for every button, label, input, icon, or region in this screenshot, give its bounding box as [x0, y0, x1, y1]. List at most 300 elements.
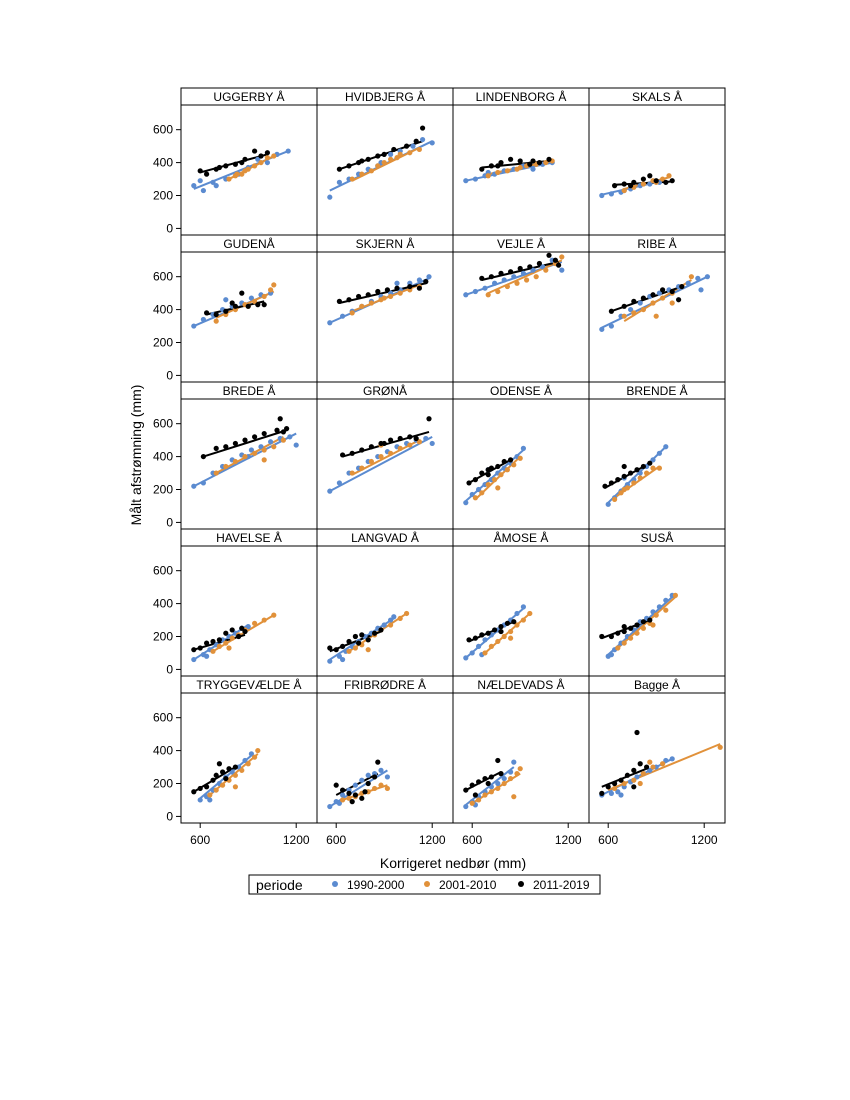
data-point: [463, 500, 468, 505]
x-tick-label: 1200: [282, 833, 310, 847]
y-tick-label: 200: [152, 188, 173, 203]
data-point: [476, 644, 481, 649]
data-point: [239, 291, 244, 296]
data-point: [663, 444, 668, 449]
data-point: [346, 163, 351, 168]
data-point: [286, 148, 291, 153]
y-tick-label: 200: [152, 776, 173, 791]
data-point: [599, 634, 604, 639]
x-tick-label: 600: [462, 833, 483, 847]
data-point: [350, 310, 355, 315]
y-tick-label: 600: [152, 269, 173, 284]
data-point: [252, 163, 257, 168]
data-point: [689, 274, 694, 279]
data-point: [223, 309, 228, 314]
data-point: [327, 320, 332, 325]
x-tick-label: 600: [598, 833, 619, 847]
data-point: [201, 454, 206, 459]
data-point: [223, 464, 228, 469]
data-point: [463, 787, 468, 792]
data-point: [426, 416, 431, 421]
data-point: [359, 447, 364, 452]
data-point: [609, 480, 614, 485]
panel-frame: [317, 252, 453, 382]
data-point: [470, 783, 475, 788]
data-point: [502, 776, 507, 781]
data-point: [660, 287, 665, 292]
data-point: [388, 157, 393, 162]
data-point: [207, 792, 212, 797]
y-tick-label: 600: [152, 563, 173, 578]
data-point: [518, 266, 523, 271]
data-point: [366, 647, 371, 652]
data-point: [417, 277, 422, 282]
data-point: [641, 181, 646, 186]
data-point: [191, 323, 196, 328]
data-point: [508, 636, 513, 641]
data-point: [226, 645, 231, 650]
data-point: [426, 274, 431, 279]
data-point: [201, 480, 206, 485]
data-point: [268, 287, 273, 292]
data-point: [356, 294, 361, 299]
panel-title: NÆLDEVADS Å: [477, 678, 565, 692]
data-point: [327, 489, 332, 494]
data-point: [223, 444, 228, 449]
data-point: [473, 477, 478, 482]
data-point: [511, 794, 516, 799]
data-point: [423, 436, 428, 441]
data-point: [650, 622, 655, 627]
data-point: [340, 644, 345, 649]
data-point: [327, 645, 332, 650]
data-point: [508, 776, 513, 781]
data-point: [414, 436, 419, 441]
data-point: [420, 125, 425, 130]
data-point: [350, 176, 355, 181]
data-point: [204, 640, 209, 645]
data-point: [252, 755, 257, 760]
data-point: [473, 176, 478, 181]
data-point: [337, 180, 342, 185]
data-point: [628, 470, 633, 475]
data-point: [527, 611, 532, 616]
legend-title: periode: [256, 877, 303, 893]
panel-title: Bagge Å: [633, 678, 681, 692]
data-point: [201, 317, 206, 322]
data-point: [233, 441, 238, 446]
data-point: [423, 279, 428, 284]
data-point: [262, 457, 267, 462]
legend-marker: [424, 881, 430, 887]
data-point: [430, 140, 435, 145]
x-tick-label: 1200: [554, 833, 582, 847]
panel: [181, 88, 317, 235]
data-point: [466, 637, 471, 642]
data-point: [463, 804, 468, 809]
data-point: [641, 464, 646, 469]
data-point: [372, 631, 377, 636]
data-point: [391, 147, 396, 152]
legend-label: 2011-2019: [533, 878, 590, 892]
data-point: [353, 792, 358, 797]
data-point: [673, 593, 678, 598]
data-point: [356, 640, 361, 645]
data-point: [609, 791, 614, 796]
data-point: [230, 300, 235, 305]
data-point: [482, 650, 487, 655]
data-point: [382, 295, 387, 300]
panel-frame: [589, 693, 725, 823]
data-point: [502, 277, 507, 282]
data-point: [622, 181, 627, 186]
data-point: [470, 801, 475, 806]
data-point: [262, 431, 267, 436]
data-point: [482, 286, 487, 291]
data-point: [599, 791, 604, 796]
data-point: [233, 459, 238, 464]
data-point: [498, 271, 503, 276]
data-point: [650, 764, 655, 769]
data-point: [638, 781, 643, 786]
data-point: [284, 426, 289, 431]
data-point: [518, 158, 523, 163]
data-point: [404, 611, 409, 616]
y-tick-label: 0: [166, 662, 173, 677]
data-point: [486, 631, 491, 636]
data-point: [495, 786, 500, 791]
y-tick-label: 400: [152, 743, 173, 758]
data-point: [268, 439, 273, 444]
data-point: [612, 786, 617, 791]
data-point: [622, 629, 627, 634]
data-point: [486, 781, 491, 786]
data-point: [641, 307, 646, 312]
data-point: [430, 441, 435, 446]
y-tick-label: 0: [166, 515, 173, 530]
data-point: [359, 632, 364, 637]
data-point: [679, 284, 684, 289]
data-point: [388, 438, 393, 443]
data-point: [340, 792, 345, 797]
data-point: [214, 773, 219, 778]
data-point: [233, 173, 238, 178]
data-point: [670, 289, 675, 294]
data-point: [359, 796, 364, 801]
legend-marker: [332, 881, 338, 887]
data-point: [274, 428, 279, 433]
data-point: [375, 289, 380, 294]
data-point: [359, 158, 364, 163]
panel-title: UGGERBY Å: [213, 90, 285, 104]
data-point: [226, 766, 231, 771]
data-point: [334, 783, 339, 788]
panel-frame: [589, 399, 725, 529]
legend: [249, 875, 600, 894]
data-point: [398, 291, 403, 296]
data-point: [407, 150, 412, 155]
data-point: [641, 295, 646, 300]
data-point: [530, 167, 535, 172]
data-point: [518, 766, 523, 771]
data-point: [511, 760, 516, 765]
data-point: [394, 281, 399, 286]
legend-label: 1990-2000: [347, 878, 405, 892]
data-point: [271, 282, 276, 287]
x-tick-label: 600: [190, 833, 211, 847]
data-point: [625, 773, 630, 778]
data-point: [463, 655, 468, 660]
data-point: [618, 778, 623, 783]
data-point: [559, 254, 564, 259]
panel: [589, 529, 725, 676]
data-point: [340, 787, 345, 792]
data-point: [670, 178, 675, 183]
data-point: [265, 150, 270, 155]
data-point: [372, 786, 377, 791]
data-point: [521, 617, 526, 622]
data-point: [220, 769, 225, 774]
data-point: [473, 495, 478, 500]
data-point: [622, 464, 627, 469]
x-axis-title: Korrigeret nedbør (mm): [379, 855, 527, 871]
data-point: [239, 626, 244, 631]
data-point: [463, 178, 468, 183]
data-point: [223, 640, 228, 645]
data-point: [385, 786, 390, 791]
data-point: [476, 797, 481, 802]
data-point: [223, 297, 228, 302]
data-point: [346, 639, 351, 644]
data-point: [214, 319, 219, 324]
data-point: [631, 778, 636, 783]
data-point: [489, 274, 494, 279]
data-point: [473, 289, 478, 294]
panel: [181, 676, 317, 823]
data-point: [191, 183, 196, 188]
panel-title: GRØNÅ: [362, 384, 408, 398]
data-point: [233, 773, 238, 778]
data-point: [705, 274, 710, 279]
panel: [181, 382, 317, 529]
data-point: [489, 774, 494, 779]
data-point: [634, 631, 639, 636]
panel: [589, 88, 725, 235]
data-point: [537, 160, 542, 165]
panel-title: BRENDE Å: [626, 384, 688, 398]
data-point: [546, 157, 551, 162]
y-tick-label: 200: [152, 482, 173, 497]
y-tick-label: 400: [152, 449, 173, 464]
data-point: [495, 170, 500, 175]
panel: [453, 235, 589, 382]
y-tick-label: 200: [152, 335, 173, 350]
data-point: [502, 781, 507, 786]
panel: [317, 676, 453, 823]
data-point: [350, 451, 355, 456]
data-point: [628, 636, 633, 641]
data-point: [622, 188, 627, 193]
data-point: [530, 158, 535, 163]
data-point: [622, 624, 627, 629]
data-point: [198, 168, 203, 173]
data-point: [210, 639, 215, 644]
data-point: [233, 764, 238, 769]
data-point: [495, 163, 500, 168]
data-point: [622, 314, 627, 319]
data-point: [198, 645, 203, 650]
data-point: [498, 624, 503, 629]
data-point: [410, 144, 415, 149]
panel-title: ÅMOSE Å: [493, 531, 549, 545]
data-point: [599, 193, 604, 198]
data-point: [191, 484, 196, 489]
data-point: [612, 183, 617, 188]
data-point: [246, 761, 251, 766]
data-point: [482, 792, 487, 797]
data-point: [353, 783, 358, 788]
data-point: [214, 470, 219, 475]
panel-frame: [181, 546, 317, 676]
data-point: [340, 657, 345, 662]
data-point: [486, 472, 491, 477]
panel: [453, 676, 589, 823]
panel: [317, 382, 453, 529]
data-point: [394, 155, 399, 160]
data-point: [262, 447, 267, 452]
data-point: [524, 277, 529, 282]
panel-title: LANGVAD Å: [351, 531, 419, 545]
data-point: [265, 160, 270, 165]
data-point: [337, 480, 342, 485]
data-point: [647, 461, 652, 466]
data-point: [622, 474, 627, 479]
data-point: [252, 451, 257, 456]
data-point: [537, 261, 542, 266]
data-point: [242, 454, 247, 459]
data-point: [663, 180, 668, 185]
data-point: [226, 176, 231, 181]
data-point: [606, 784, 611, 789]
data-point: [262, 617, 267, 622]
data-point: [233, 162, 238, 167]
panel-title: BREDE Å: [222, 384, 276, 398]
data-point: [556, 263, 561, 268]
panel-title: HVIDBJERG Å: [344, 90, 426, 104]
data-point: [362, 789, 367, 794]
data-point: [350, 799, 355, 804]
data-point: [489, 163, 494, 168]
data-point: [271, 153, 276, 158]
data-point: [327, 804, 332, 809]
data-point: [511, 462, 516, 467]
y-axis-title: Målt afstrømning (mm): [128, 384, 144, 526]
data-point: [407, 434, 412, 439]
y-tick-label: 0: [166, 368, 173, 383]
data-point: [622, 640, 627, 645]
data-point: [518, 456, 523, 461]
data-point: [414, 139, 419, 144]
data-point: [217, 644, 222, 649]
data-point: [398, 446, 403, 451]
data-point: [404, 144, 409, 149]
data-point: [388, 294, 393, 299]
data-point: [372, 774, 377, 779]
data-point: [252, 148, 257, 153]
data-point: [615, 631, 620, 636]
data-point: [657, 466, 662, 471]
data-point: [514, 611, 519, 616]
panel: [317, 88, 453, 235]
data-point: [287, 434, 292, 439]
data-point: [378, 783, 383, 788]
data-point: [375, 153, 380, 158]
data-point: [505, 168, 510, 173]
data-point: [214, 787, 219, 792]
data-point: [654, 314, 659, 319]
data-point: [281, 438, 286, 443]
data-point: [479, 632, 484, 637]
data-point: [553, 258, 558, 263]
data-point: [718, 745, 723, 750]
data-point: [486, 292, 491, 297]
panel-title: RIBE Å: [637, 237, 677, 251]
data-point: [612, 497, 617, 502]
panel: [453, 382, 589, 529]
data-point: [492, 627, 497, 632]
y-tick-label: 200: [152, 629, 173, 644]
data-point: [489, 789, 494, 794]
data-point: [650, 300, 655, 305]
data-point: [340, 452, 345, 457]
data-point: [388, 622, 393, 627]
data-point: [207, 797, 212, 802]
data-point: [606, 502, 611, 507]
data-point: [246, 304, 251, 309]
data-point: [641, 771, 646, 776]
data-point: [191, 789, 196, 794]
data-point: [498, 472, 503, 477]
data-point: [660, 295, 665, 300]
data-point: [698, 287, 703, 292]
data-point: [647, 760, 652, 765]
data-point: [214, 446, 219, 451]
data-point: [628, 183, 633, 188]
data-point: [476, 779, 481, 784]
data-point: [327, 195, 332, 200]
data-point: [492, 281, 497, 286]
data-point: [644, 764, 649, 769]
data-point: [508, 769, 513, 774]
data-point: [382, 622, 387, 627]
data-point: [473, 636, 478, 641]
data-point: [657, 604, 662, 609]
data-point: [369, 300, 374, 305]
data-point: [378, 627, 383, 632]
panel-title: SKALS Å: [631, 90, 683, 104]
data-point: [359, 172, 364, 177]
data-point: [489, 466, 494, 471]
data-point: [262, 302, 267, 307]
data-point: [631, 299, 636, 304]
data-point: [210, 649, 215, 654]
data-point: [622, 304, 627, 309]
data-point: [638, 761, 643, 766]
data-point: [366, 157, 371, 162]
data-point: [262, 294, 267, 299]
data-point: [388, 152, 393, 157]
data-point: [482, 776, 487, 781]
